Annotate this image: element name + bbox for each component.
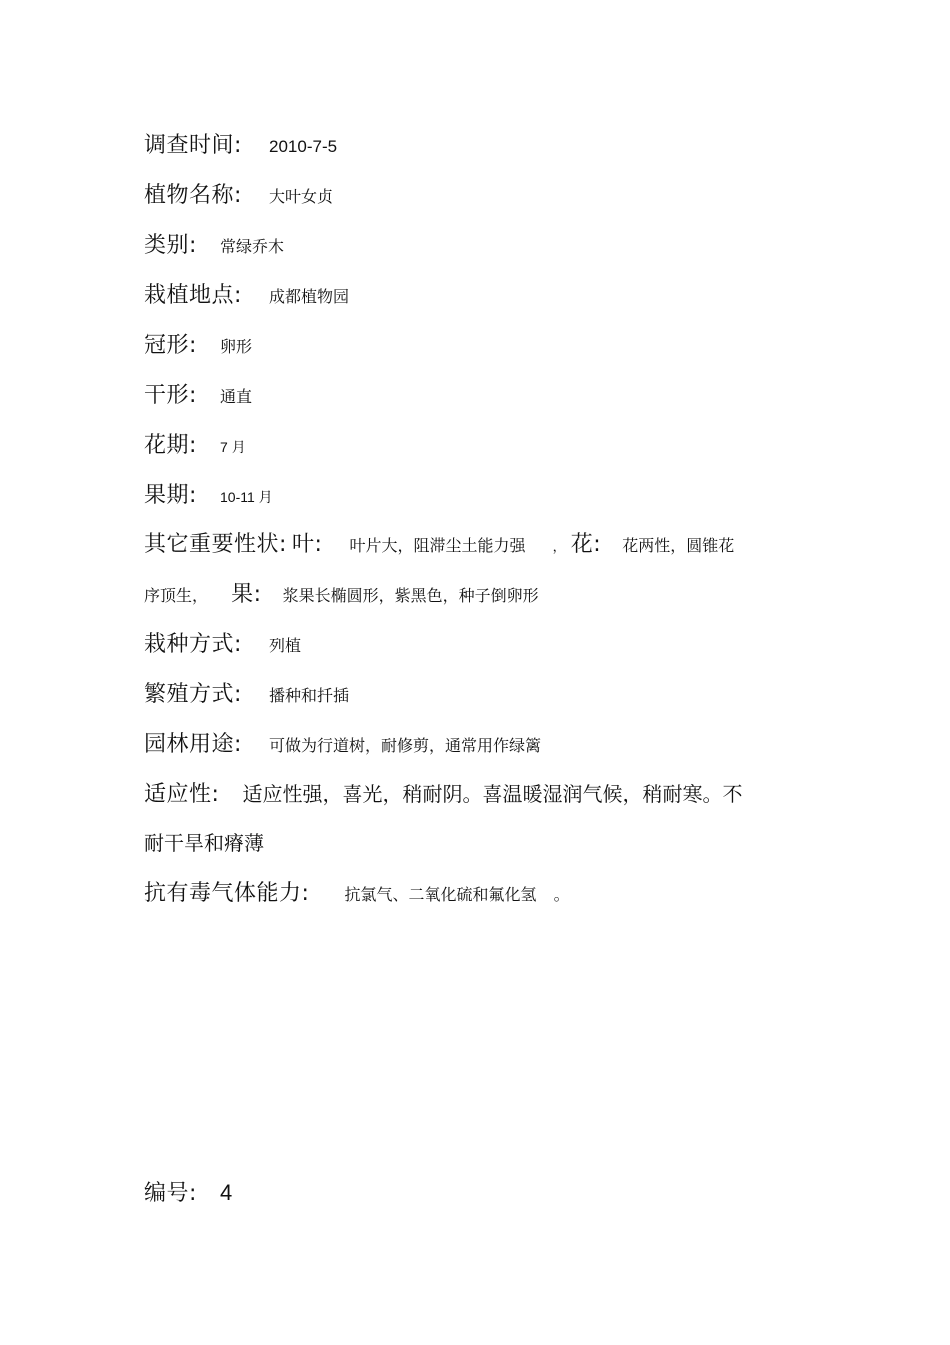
fruit-value: 浆果长椭圆形，紫黑色，种子倒卵形: [282, 586, 539, 605]
sentence-end-mark: 。: [553, 885, 570, 904]
row-trunk-shape: [144, 378, 252, 409]
category-label: 类别:: [144, 233, 197, 258]
row-survey-date: [144, 128, 337, 159]
location-value: 成都植物园: [269, 287, 350, 306]
adaptability-label: 适应性:: [144, 782, 220, 807]
row-adaptability: [144, 777, 743, 808]
garden-usage-value: 可做为行道树，耐修剪，通常用作绿篱: [269, 736, 542, 755]
toxic-gas-resistance-value: 抗氯气、二氧化硫和氟化氢: [344, 885, 537, 904]
record-number-value: 4: [220, 1180, 233, 1205]
crown-shape-value: 卵形: [220, 337, 253, 356]
leaf-label: 叶:: [292, 532, 323, 557]
adaptability-value-line-1: 适应性强，喜光，稍耐阴。喜温暖湿润气候，稍耐寒。不: [242, 782, 743, 806]
row-other-traits: [144, 527, 734, 558]
row-flowering-period: [144, 428, 246, 459]
toxic-gas-resistance-label: 抗有毒气体能力:: [144, 881, 310, 906]
record-number-label: 编号:: [144, 1181, 197, 1206]
adaptability-value-line-2: 耐干旱和瘠薄: [144, 831, 264, 855]
row-adaptability-continued: [144, 827, 264, 856]
category-value: 常绿乔木: [220, 237, 285, 256]
flower-value-line-2: 序顶生，: [144, 586, 209, 605]
row-fruiting-period: [144, 478, 273, 509]
survey-date-label: 调查时间:: [144, 133, 242, 158]
row-planting-method: [144, 627, 301, 658]
flowering-period-label: 花期:: [144, 433, 197, 458]
trunk-shape-label: 干形:: [144, 383, 197, 408]
fruiting-period-label: 果期:: [144, 483, 197, 508]
trunk-shape-value: 通直: [220, 387, 253, 406]
row-propagation-method: [144, 677, 349, 708]
survey-date-value: 2010-7-5: [269, 137, 338, 156]
planting-method-label: 栽种方式:: [144, 632, 242, 657]
trait-separator: ，: [552, 540, 566, 555]
other-traits-label: 其它重要性状:: [144, 532, 287, 557]
row-record-number: [144, 1176, 233, 1207]
row-toxic-gas-resistance: [144, 876, 570, 907]
crown-shape-label: 冠形:: [144, 333, 197, 358]
flower-value-line-1: 花两性，圆锥花: [622, 536, 735, 555]
fruit-label: 果:: [231, 582, 262, 607]
row-location: [144, 278, 349, 309]
planting-method-value: 列植: [269, 636, 302, 655]
location-label: 栽植地点:: [144, 283, 242, 308]
flowering-period-value: 7 月: [220, 439, 246, 455]
row-other-traits-continued: [144, 577, 539, 608]
row-garden-usage: [144, 727, 541, 758]
row-crown-shape: [144, 328, 252, 359]
propagation-method-value: 播种和扦插: [269, 686, 350, 705]
leaf-value: 叶片大，阻滞尘土能力强: [349, 536, 526, 555]
flower-label: 花:: [570, 532, 602, 557]
row-plant-name: [144, 178, 333, 209]
plant-name-label: 植物名称:: [144, 183, 242, 208]
propagation-method-label: 繁殖方式:: [144, 682, 242, 707]
plant-name-value: 大叶女贞: [269, 187, 334, 206]
garden-usage-label: 园林用途:: [144, 732, 242, 757]
row-category: [144, 228, 284, 259]
fruiting-period-value: 10-11 月: [220, 489, 273, 505]
